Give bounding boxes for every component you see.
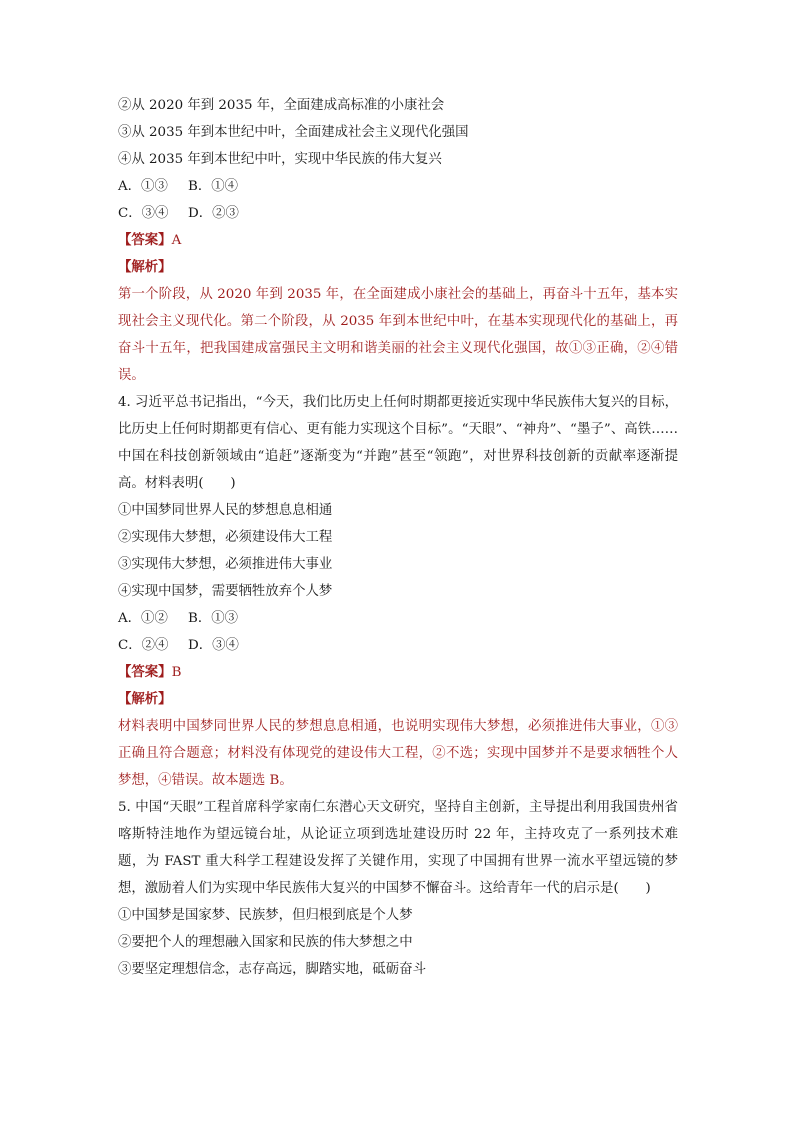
q3-option-2: ②从 2020 年到 2035 年，全面建成高标准的小康社会 bbox=[118, 98, 445, 113]
q3-analysis-label: 【解析】 bbox=[118, 259, 172, 275]
q3-option-4: ④从 2035 年到本世纪中叶，实现中华民族的伟大复兴 bbox=[118, 152, 442, 167]
q4-choice-c: C．②④ bbox=[118, 638, 169, 653]
q3-choice-b: B．①④ bbox=[188, 179, 239, 194]
q3-answer bbox=[118, 227, 678, 254]
q4-analysis-label: 【解析】 bbox=[118, 691, 172, 707]
q4-option-2: ②实现伟大梦想，必须建设伟大工程 bbox=[118, 530, 333, 545]
q4-analysis-text: 材料表明中国梦同世界人民的梦想息息相通，也说明实现伟大梦想，必须推进伟大事业，①③正确且符合题意；材料没有体现党的建设伟大工程，②不选；实现中国梦并不是要求牺牲个人梦想，④错误。故本题选 B。 bbox=[118, 719, 678, 788]
q4-answer-value: B bbox=[171, 665, 182, 680]
q3-option-3: ③从 2035 年到本世纪中叶，全面建成社会主义现代化强国 bbox=[118, 125, 469, 140]
q4-option-1: ①中国梦同世界人民的梦想息息相通 bbox=[118, 503, 333, 518]
q4-choice-b: B．①③ bbox=[188, 611, 239, 626]
q4-stem: 4. 习近平总书记指出，“今天，我们比历史上任何时期都更接近实现中华民族伟大复兴的目标，比历史上任何时期都更有信心、更有能力实现这个目标”。“天眼”、“神舟”、“墨子”、高铁……中国在科技创新领域由“追赶”逐渐变为“并跑”甚至“领跑”，对世界科技创新的贡献率逐渐提高。材料表明( ) bbox=[118, 395, 678, 491]
q3-choice-d: D．②③ bbox=[188, 206, 239, 221]
q3-answer-value: A bbox=[171, 233, 182, 248]
q3-answer-label: 【答案】 bbox=[118, 232, 172, 248]
q4-option-3: ③实现伟大梦想，必须推进伟大事业 bbox=[118, 557, 333, 572]
q4-choice-a: A．①② bbox=[118, 611, 168, 626]
q4-answer bbox=[118, 659, 678, 686]
q5-stem: 5. 中国“天眼”工程首席科学家南仁东潜心天文研究，坚持自主创新，主导提出利用我国贵州省喀斯特洼地作为望远镜台址，从论证立项到选址建设历时 22 年，主持攻克了一系列技术难题，为 FAST 重大科学工程建设发挥了关键作用，实现了中国拥有世界一流水平望远镜的梦想，激励着人们为实现中华民族伟大复兴的中国梦不懈奋斗。这给青年一代的启示是( ) bbox=[118, 800, 678, 896]
q3-choices-ab bbox=[118, 173, 678, 200]
q4-choices-ab bbox=[118, 605, 678, 632]
q3-choice-a: A．①③ bbox=[118, 179, 168, 194]
q4-choices-cd bbox=[118, 632, 678, 659]
q3-analysis-text: 第一个阶段，从 2020 年到 2035 年，在全面建成小康社会的基础上，再奋斗十五年，基本实现社会主义现代化。第二个阶段，从 2035 年到本世纪中叶，在基本实现现代化的基础上，再奋斗十五年，把我国建成富强民主文明和谐美丽的社会主义现代化强国，故①③正确，②④错误。 bbox=[118, 287, 678, 383]
q4-answer-label: 【答案】 bbox=[118, 664, 172, 680]
q4-choice-d: D．③④ bbox=[188, 638, 239, 653]
q3-choices-cd bbox=[118, 200, 678, 227]
document-page bbox=[118, 92, 678, 983]
q5-option-3: ③要坚定理想信念，志存高远，脚踏实地，砥砺奋斗 bbox=[118, 962, 426, 977]
q5-option-2: ②要把个人的理想融入国家和民族的伟大梦想之中 bbox=[118, 935, 413, 950]
q5-option-1: ①中国梦是国家梦、民族梦，但归根到底是个人梦 bbox=[118, 908, 413, 923]
q3-choice-c: C．③④ bbox=[118, 206, 169, 221]
q4-option-4: ④实现中国梦，需要牺牲放弃个人梦 bbox=[118, 584, 333, 599]
